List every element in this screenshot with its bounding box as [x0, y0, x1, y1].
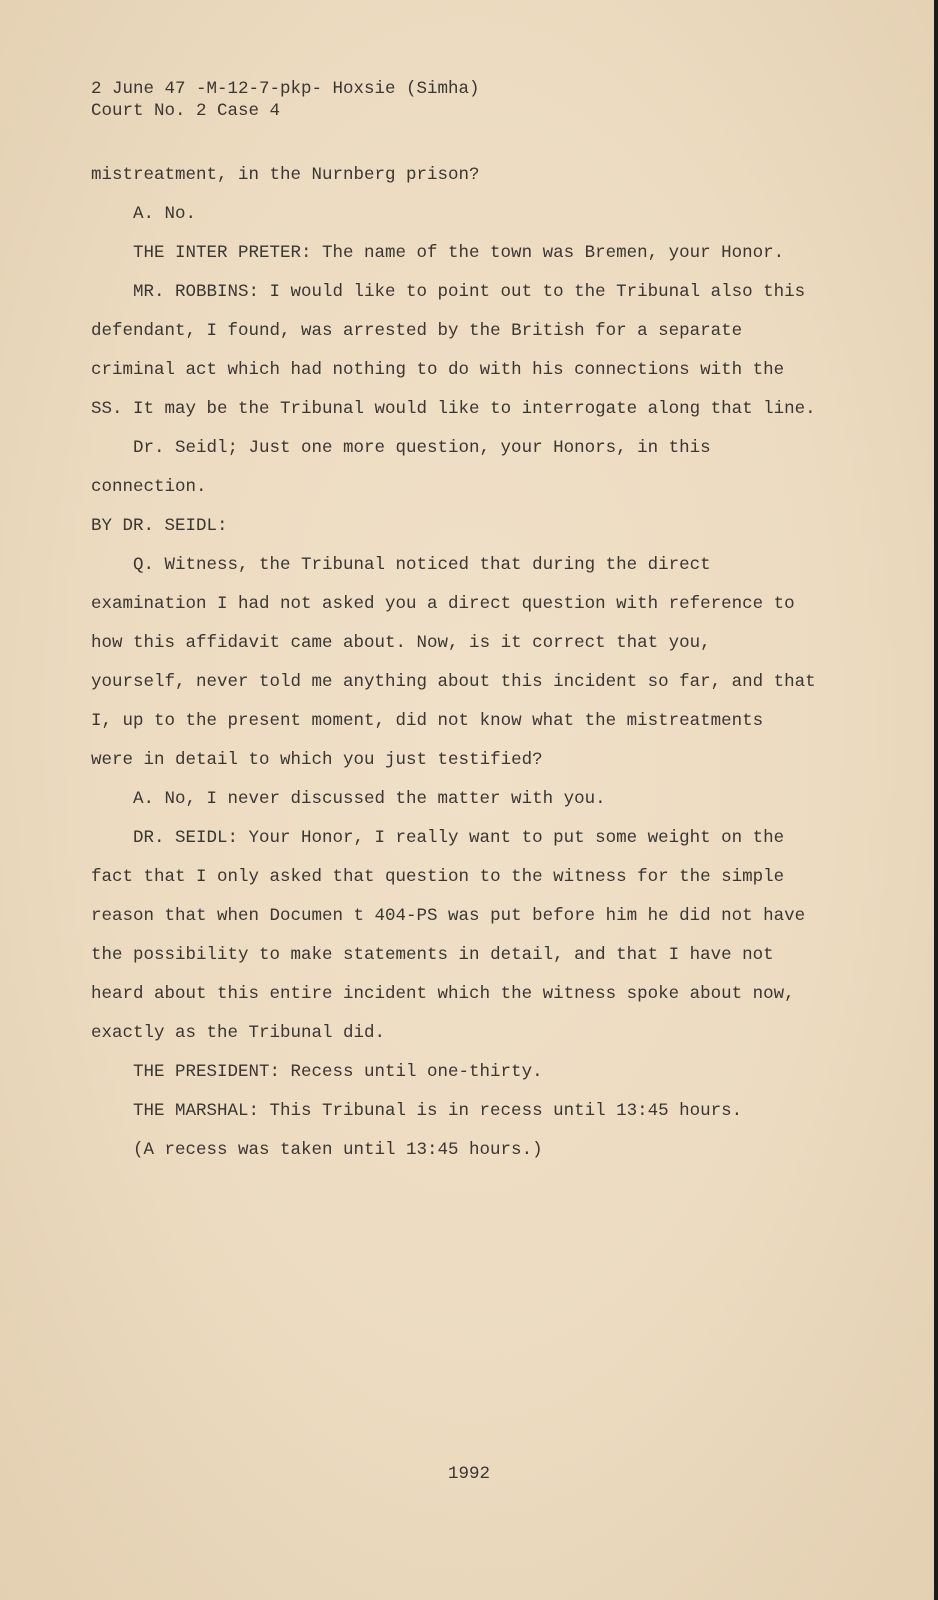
transcript-line: examination I had not asked you a direct question with reference to — [91, 594, 795, 614]
header-date-line: 2 June 47 -M-12-7-pkp- Hoxsie (Simha) — [91, 79, 480, 99]
document-header — [91, 78, 480, 122]
transcript-line: mistreatment, in the Nurnberg prison? — [91, 165, 480, 185]
transcript-line: A. No. — [133, 204, 197, 224]
transcript-line: THE PRESIDENT: Recess until one-thirty. — [133, 1062, 543, 1082]
transcript-line: how this affidavit came about. Now, is it correct that you, — [91, 633, 711, 653]
transcript-line: were in detail to which you just testified? — [91, 750, 543, 770]
transcript-line: Dr. Seidl; Just one more question, your Honors, in this — [133, 438, 711, 458]
transcript-line: yourself, never told me anything about this incident so far, and that — [91, 672, 816, 692]
transcript-line: the possibility to make statements in detail, and that I have not — [91, 945, 774, 965]
transcript-line: (A recess was taken until 13:45 hours.) — [133, 1140, 543, 1160]
transcript-line: THE MARSHAL: This Tribunal is in recess until 13:45 hours. — [133, 1101, 743, 1121]
transcript-line: criminal act which had nothing to do with his connections with the — [91, 360, 785, 380]
transcript-line: Q. Witness, the Tribunal noticed that during the direct — [133, 555, 711, 575]
transcript-line: exactly as the Tribunal did. — [91, 1023, 386, 1043]
transcript-line: A. No, I never discussed the matter with you. — [133, 789, 606, 809]
transcript-line: DR. SEIDL: Your Honor, I really want to put some weight on the — [133, 828, 785, 848]
header-court-line: Court No. 2 Case 4 — [91, 101, 281, 121]
transcript-line: SS. It may be the Tribunal would like to interrogate along that line. — [91, 399, 816, 419]
transcript-body — [91, 160, 851, 1174]
transcript-line: THE INTER PRETER: The name of the town was Bremen, your Honor. — [133, 243, 785, 263]
page-number: 1992 — [447, 1464, 490, 1484]
transcript-line: I, up to the present moment, did not know what the mistreatments — [91, 711, 764, 731]
transcript-line: reason that when Documen t 404-PS was put before him he did not have — [91, 906, 806, 926]
scan-edge — [934, 0, 938, 1600]
transcript-line: connection. — [91, 477, 207, 497]
transcript-line: MR. ROBBINS: I would like to point out to the Tribunal also this — [133, 282, 806, 302]
transcript-line: heard about this entire incident which the witness spoke about now, — [91, 984, 795, 1004]
transcript-line: fact that I only asked that question to the witness for the simple — [91, 867, 785, 887]
transcript-line: BY DR. SEIDL: — [91, 516, 228, 536]
transcript-line: defendant, I found, was arrested by the British for a separate — [91, 321, 743, 341]
